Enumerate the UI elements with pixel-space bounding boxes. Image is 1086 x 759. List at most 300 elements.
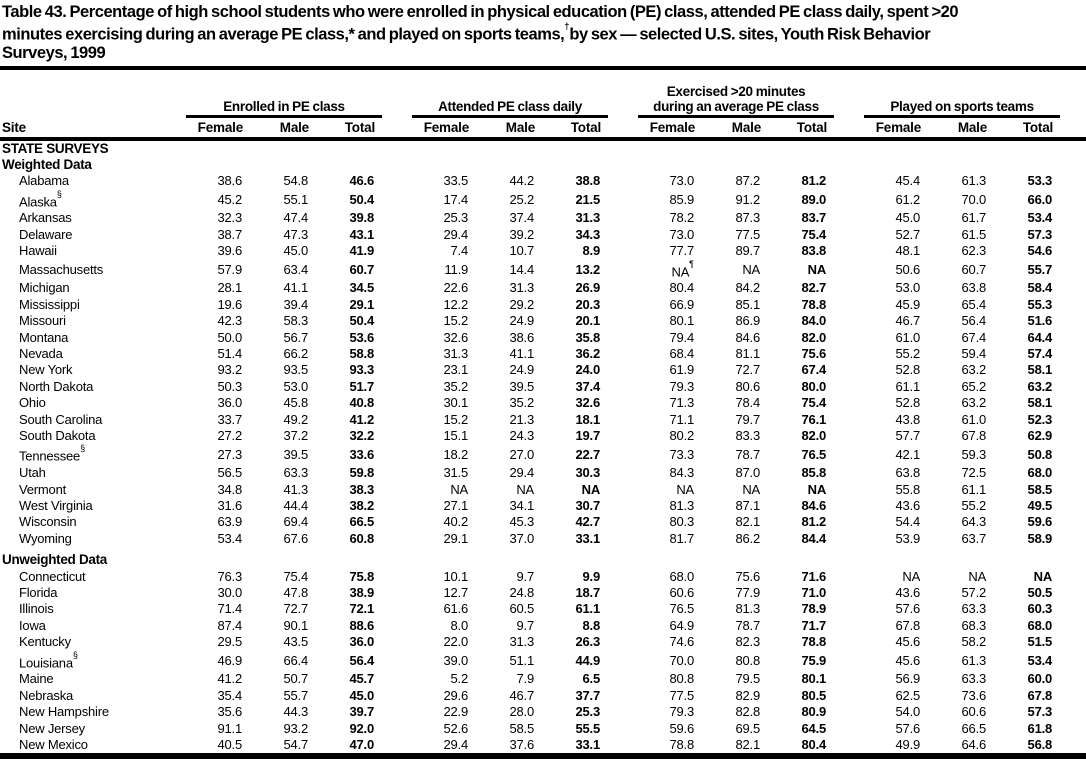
value-cell: 61.1 [961,481,987,497]
column-gap [1060,444,1086,465]
value-cell: 69.5 [735,720,761,736]
column-group-attended [412,70,608,117]
value-cell: 32.2 [349,428,375,444]
column-gap [1060,190,1086,211]
column-gap [1060,585,1086,601]
value-cell: 68.4 [669,346,695,362]
column-gap [834,482,864,498]
value-cell: 32.3 [217,210,242,226]
column-gap [382,70,412,139]
value-cell: 66.2 [283,346,308,362]
value-cell: 90.1 [283,617,308,633]
value-cell: 19.6 [217,296,242,312]
value-cell: 56.7 [283,329,308,345]
value-cell: 52.8 [895,362,921,378]
column-gap [382,444,412,465]
value-cell: 36.0 [217,395,242,411]
value-cell: 86.2 [735,530,761,546]
column-gap [834,428,864,444]
column-gap [608,346,638,362]
value-cell: 59.6 [669,720,695,736]
value-cell: 61.1 [895,378,921,394]
value-cell: 8.9 [582,243,601,259]
value-cell: 80.0 [801,378,827,394]
column-gap [608,601,638,617]
column-gap [1060,260,1086,281]
title-line-1: Table 43. Percentage of high school students who were enrolled in physical education (PE) class, attended PE class daily, spent >20 [2,3,959,21]
value-cell: 63.4 [283,261,308,277]
column-gap [1060,210,1086,226]
value-cell: 24.8 [509,585,535,601]
column-gap [1060,737,1086,753]
column-gap [1060,498,1086,514]
value-cell: 50.4 [349,313,375,329]
column-gap [158,346,186,362]
site-cell: Missouri [19,313,66,329]
column-gap [834,297,864,313]
site-cell: Nevada [19,346,63,362]
value-cell: 60.3 [1027,601,1053,617]
value-cell: 50.5 [1027,585,1053,601]
value-cell: 49.9 [895,737,921,753]
column-gap [834,531,864,547]
value-cell: 52.7 [895,226,921,242]
value-cell: 45.0 [895,210,921,226]
value-cell: 9.9 [582,568,601,584]
value-cell: 18.2 [443,446,469,462]
table-row [0,498,1086,514]
value-cell: 45.6 [895,652,921,668]
value-cell: 56.5 [217,465,242,481]
value-cell: 87.4 [217,617,242,633]
column-gap [382,395,412,411]
column-gap [834,362,864,378]
value-cell: 81.7 [669,530,695,546]
column-gap [382,297,412,313]
value-cell: 69.4 [283,514,308,530]
column-gap [382,651,412,672]
value-cell: 10.1 [443,568,469,584]
column-gap [158,330,186,346]
column-gap [1060,70,1086,139]
column-gap [382,482,412,498]
value-cell: 40.2 [443,514,469,530]
table-row [0,688,1086,704]
site-cell: Alaska§ [19,189,62,210]
value-cell: 37.7 [575,687,601,703]
site-cell: New York [19,362,73,378]
value-cell: 61.9 [669,362,695,378]
value-cell: 47.3 [283,226,308,242]
value-cell: 82.0 [801,329,827,345]
column-gap [1060,618,1086,634]
value-cell: 52.6 [443,720,469,736]
column-gap [608,173,638,189]
table-row [0,671,1086,687]
column-group-label: Exercised >20 minutes [666,83,806,99]
value-cell: 70.0 [669,652,695,668]
value-cell: 44.3 [283,704,308,720]
column-gap [1060,379,1086,395]
site-cell: Massachusetts [19,261,104,277]
column-gap [608,428,638,444]
table-row [0,514,1086,530]
value-cell: 50.8 [1027,446,1053,462]
value-cell: 27.2 [217,428,242,444]
column-gap [1060,280,1086,296]
value-cell: 76.1 [801,411,827,427]
value-cell: 46.6 [349,173,375,189]
value-cell: 81.2 [801,173,827,189]
value-cell: 56.9 [895,671,921,687]
table-row [0,346,1086,362]
table-row [0,243,1086,259]
column-gap [158,531,186,547]
value-cell: 53.0 [283,378,308,394]
column-gap [158,313,186,329]
value-cell: 8.8 [582,617,601,633]
table-row [0,379,1086,395]
value-cell: 64.9 [669,617,695,633]
column-gap [1060,465,1086,481]
column-gap [1060,531,1086,547]
value-cell: 93.2 [283,720,308,736]
value-cell: 9.7 [516,568,535,584]
value-cell: 57.9 [217,261,242,277]
value-cell: 47.4 [283,210,308,226]
bottom-rule [0,753,1086,759]
value-cell: 64.3 [961,514,987,530]
value-cell: 92.0 [349,720,375,736]
value-cell: NA [807,481,827,497]
table-row [0,585,1086,601]
value-cell: 78.7 [735,617,761,633]
value-cell: 55.8 [895,481,921,497]
title-line-2: minutes exercising during an average PE class,* and played on sports teams,†by sex — selected U.S. sites, Youth Risk Behavior [2,21,931,44]
value-cell: 38.7 [217,226,242,242]
column-gap [382,346,412,362]
column-gap [608,482,638,498]
value-cell: 63.8 [895,465,921,481]
column-gap [382,227,412,243]
value-cell: 39.4 [283,296,308,312]
value-cell: 71.3 [669,395,695,411]
value-cell: 24.9 [509,362,535,378]
column-gap [834,498,864,514]
site-cell: Maine [19,671,54,687]
column-gap [1060,297,1086,313]
value-cell: 70.0 [961,191,987,207]
value-cell: 50.4 [349,191,375,207]
table-row [0,618,1086,634]
value-cell: 6.5 [582,671,601,687]
value-cell: 49.2 [283,411,308,427]
value-cell: 53.6 [349,329,375,345]
value-cell: 39.5 [509,378,535,394]
column-gap [158,173,186,189]
value-cell: 81.2 [801,514,827,530]
column-gap [158,297,186,313]
value-cell: 82.1 [735,737,761,753]
column-gap [382,704,412,720]
value-cell: 68.3 [961,617,987,633]
value-cell: 29.1 [443,530,469,546]
value-cell: 74.6 [669,634,695,650]
table-row [0,721,1086,737]
column-gap [382,531,412,547]
value-cell: 46.9 [217,652,242,668]
column-gap [158,601,186,617]
value-cell: 43.6 [895,585,921,601]
site-cell: Iowa [19,617,46,633]
value-cell: 57.6 [895,720,921,736]
value-cell: 30.7 [575,498,601,514]
value-cell: 43.6 [895,498,921,514]
value-cell: 84.4 [801,530,827,546]
value-cell: 55.7 [283,687,308,703]
value-cell: 65.4 [961,296,987,312]
table-row [0,412,1086,428]
value-cell: 82.9 [735,687,761,703]
value-cell: 38.2 [349,498,375,514]
column-gap [382,601,412,617]
column-gap [834,190,864,211]
column-gap [158,721,186,737]
column-gap [158,585,186,601]
value-cell: 61.5 [961,226,987,242]
value-cell: 84.6 [801,498,827,514]
column-header-total: Total [542,116,608,139]
value-cell: 71.4 [217,601,242,617]
column-gap [834,330,864,346]
column-gap [1060,721,1086,737]
value-cell: 34.5 [349,280,375,296]
value-cell: NA [516,481,535,497]
column-gap [834,737,864,753]
column-gap [158,362,186,378]
value-cell: 39.5 [283,446,308,462]
value-cell: 58.9 [1027,530,1053,546]
value-cell: 45.0 [349,687,375,703]
value-cell: 58.3 [283,313,308,329]
value-cell: 68.0 [1027,617,1053,633]
value-cell: NA [450,481,469,497]
value-cell: 84.0 [801,313,827,329]
value-cell: 32.6 [575,395,601,411]
value-cell: 51.5 [1027,634,1053,650]
value-cell: 58.4 [1027,280,1053,296]
value-cell: 20.3 [575,296,601,312]
site-cell: Hawaii [19,243,57,259]
table-row [0,297,1086,313]
site-cell: Illinois [19,601,54,617]
column-group-label: during an average PE class [653,98,819,114]
table-row [0,651,1086,672]
value-cell: 33.6 [349,446,375,462]
site-cell: Ohio [19,395,46,411]
value-cell: 29.4 [443,226,469,242]
value-cell: 82.0 [801,428,827,444]
column-gap [608,412,638,428]
value-cell: 25.3 [443,210,469,226]
value-cell: 64.6 [961,737,987,753]
value-cell: 72.5 [961,465,987,481]
column-gap [1060,671,1086,687]
value-cell: 31.3 [575,210,601,226]
value-cell: 52.3 [1027,411,1053,427]
table-row [0,465,1086,481]
column-gap [608,227,638,243]
value-cell: 41.1 [283,280,308,296]
column-gap [834,651,864,672]
value-cell: 31.3 [509,634,535,650]
value-cell: 38.8 [575,173,601,189]
column-gap [382,330,412,346]
site-cell: South Dakota [19,428,96,444]
column-gap [834,514,864,530]
value-cell: 87.2 [735,173,761,189]
column-gap [834,618,864,634]
value-cell: 82.3 [735,634,761,650]
column-gap [608,498,638,514]
value-cell: 82.8 [735,704,761,720]
column-gap [608,210,638,226]
column-gap [158,569,186,585]
value-cell: 56.8 [1027,737,1053,753]
section-heading: Weighted Data [2,156,92,172]
column-header-male: Male [250,116,316,139]
site-cell: Tennessee§ [19,444,86,464]
value-cell: 28.0 [509,704,535,720]
value-cell: 12.7 [443,585,469,601]
column-gap [382,243,412,259]
column-gap [1060,227,1086,243]
column-header-total: Total [316,116,382,139]
column-gap [608,671,638,687]
value-cell: 67.8 [895,617,921,633]
site-cell: Kentucky [19,634,71,650]
site-cell: Louisiana§ [19,650,78,670]
value-cell: NA [742,261,761,277]
value-cell: NA [902,568,921,584]
column-header-total: Total [768,116,834,139]
column-gap [382,210,412,226]
value-cell: 38.6 [509,329,535,345]
value-cell: 18.1 [575,411,601,427]
value-cell: 50.0 [217,329,242,345]
column-gap [382,412,412,428]
value-cell: 35.8 [575,329,601,345]
value-cell: 79.3 [669,704,695,720]
value-cell: 30.3 [575,465,601,481]
value-cell: 35.4 [217,687,242,703]
column-gap [608,651,638,672]
column-gap [608,190,638,211]
value-cell: 91.1 [217,720,242,736]
column-gap [608,280,638,296]
column-gap [834,227,864,243]
value-cell: 52.8 [895,395,921,411]
value-cell: 59.4 [961,346,987,362]
value-cell: 64.5 [801,720,827,736]
value-cell: 61.3 [961,173,987,189]
value-cell: 41.3 [283,481,308,497]
value-cell: 89.0 [801,191,827,207]
value-cell: 85.8 [801,465,827,481]
column-gap [834,280,864,296]
column-gap [158,671,186,687]
column-header-female: Female [864,116,928,139]
value-cell: 88.6 [349,617,375,633]
value-cell: 75.6 [735,568,761,584]
value-cell: 12.2 [443,296,469,312]
value-cell: 21.5 [575,191,601,207]
value-cell: 45.8 [283,395,308,411]
value-cell: 13.2 [575,261,601,277]
table-row [0,569,1086,585]
value-cell: 84.6 [735,329,761,345]
column-gap [834,721,864,737]
column-gap [834,210,864,226]
column-gap [158,395,186,411]
value-cell: 24.3 [509,428,535,444]
value-cell: 51.4 [217,346,242,362]
value-cell: 61.7 [961,210,987,226]
value-cell: 77.5 [669,687,695,703]
column-gap [834,70,864,139]
value-cell: 73.0 [669,226,695,242]
table-row [0,210,1086,226]
value-cell: 80.3 [669,514,695,530]
column-gap [1060,173,1086,189]
value-cell: 76.5 [669,601,695,617]
column-gap [834,704,864,720]
value-cell: 78.4 [735,395,761,411]
value-cell: 15.2 [443,313,469,329]
value-cell: 36.2 [575,346,601,362]
site-cell: Montana [19,329,69,345]
column-group-sports [864,70,1060,117]
value-cell: 38.9 [349,585,375,601]
value-cell: 55.7 [1027,261,1053,277]
column-gap [608,737,638,753]
site-cell: Delaware [19,226,73,242]
value-cell: 63.7 [961,530,987,546]
value-cell: 53.4 [1027,210,1053,226]
column-gap [608,634,638,650]
value-cell: 80.1 [669,313,695,329]
column-header-female: Female [186,116,250,139]
column-header-female: Female [638,116,702,139]
site-cell: New Hampshire [19,704,109,720]
column-gap [834,243,864,259]
column-gap [158,412,186,428]
value-cell: 49.5 [1027,498,1053,514]
value-cell: 93.2 [217,362,242,378]
column-gap [1060,482,1086,498]
value-cell: NA [807,261,827,277]
column-gap [834,585,864,601]
table-row [0,482,1086,498]
value-cell: 61.0 [895,329,921,345]
value-cell: 41.2 [349,411,375,427]
value-cell: 33.7 [217,411,242,427]
value-cell: 31.6 [217,498,242,514]
value-cell: 7.4 [450,243,469,259]
value-cell: NA [676,481,695,497]
value-cell: NA [968,568,987,584]
value-cell: 43.5 [283,634,308,650]
